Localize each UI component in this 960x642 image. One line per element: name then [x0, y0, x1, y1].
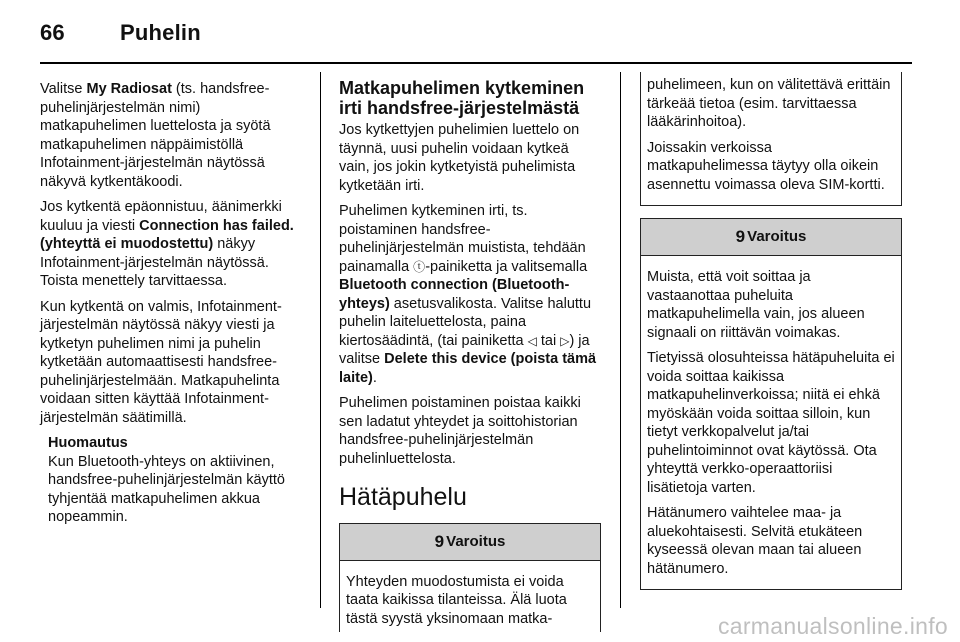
note-text: Kun Bluetooth-yhteys on aktiivinen, handsfree-puhelinjärjestelmän käyttö tyhjentää matkapuhelimen akkua nopeammin. [48, 453, 285, 525]
ui-term-connection-failed: Connection has failed. (yhteyttä ei muodostettu) [40, 217, 294, 252]
column-divider-2 [620, 72, 621, 608]
note-box [48, 434, 302, 527]
text: . [372, 369, 377, 386]
text: Puhelimen kytkeminen irti, ts. poistaminen handsfree-puhelinjärjestelmän muistista, tehdään painamalla [339, 203, 586, 275]
warning-paragraph: Muista, että voit soittaa ja vastaanottaa puheluita matkapuhelimella vain, jos alueen signaali on riittävän voimakas. [647, 269, 865, 341]
paragraph-success: Kun kytkentä on valmis, Infotainment-järjestelmän näytössä näkyy viesti ja kytketyn puhelimen nimi ja puhelin kytketään automaattisesti handsfree-puhelinjärjestelmään. Matkapuhelinta voidaan sitten käyttää Infotainment-järjestelmän säätimillä. [40, 298, 282, 426]
paragraph-disconnect-steps [339, 202, 601, 387]
warning-paragraph: Tietyissä olosuhteissa hätäpuheluita ei voida soittaa kaikissa matkapuhelinverkoissa; niitä ei ehkä myöskään voida soittaa silloin, kun tietyt verkkopalvelut ja/tai puhelintoiminnot ovat käytössä. Ota yhteyttä verkko-operaattoriisi lisätietoja varten. [647, 350, 895, 496]
paragraph-list-full: Jos kytkettyjen puhelimien luettelo on täynnä, uusi puhelin voidaan kytkeä vain, jos jokin kytketyistä puhelimista kytketään irti. [339, 122, 580, 194]
arrow-left-icon: ◁ [527, 333, 537, 348]
paragraph-pairing [40, 80, 302, 191]
text: (ts. handsfree-puhelinjärjestelmän nimi) matkapuhelimen luettelosta ja syötä matkapuhelimen näppäimistöllä Infotainment-järjestelmän näytössä näkyvä kytkentäkoodi. [40, 81, 271, 190]
section-heading-disconnect: Matkapuhelimen kytkeminen irti handsfree-järjestelmästä [339, 78, 585, 118]
page-title: Puhelin [120, 20, 201, 45]
warning-header [641, 219, 901, 256]
warning-paragraph: Joissakin verkoissa matkapuhelimessa täytyy olla oikein asennettu voimassa oleva SIM-kortti. [647, 139, 885, 193]
paragraph-failure [40, 198, 302, 291]
warning-triangle-icon: 9 [735, 227, 746, 246]
warning-body: Yhteyden muodostumista ei voida taata kaikissa tilanteissa. Älä luota tästä syystä yksinomaan matka- [346, 573, 567, 627]
ui-term-my-radiosat: My Radiosat [86, 81, 172, 97]
warning-title: Varoitus [747, 228, 807, 245]
text: näkyy Infotainment-järjestelmän näytössä. Toista menettely tarvittaessa. [40, 236, 269, 289]
text: Jos kytkentä epäonnistuu, äänimerkki kuuluu ja viesti [40, 199, 282, 234]
warning-paragraph: Hätänumero vaihtelee maa- ja aluekohtaisesti. Selvitä etukäteen kyseessä olevan maan tai alueen hätänumero. [647, 505, 863, 577]
warning-box-1 [339, 523, 601, 633]
warning-box-2 [640, 218, 902, 590]
ui-term-delete-device: Delete this device (poista tämä laite) [339, 351, 597, 386]
text: Valitse [40, 81, 87, 97]
page-header [40, 20, 201, 46]
header-rule [40, 62, 912, 64]
warning-triangle-icon: 9 [434, 531, 445, 551]
warning-paragraph: puhelimeen, kun on välitettävä erittäin tärkeää tietoa (esim. tarvittaessa lääkärinhoitoa). [647, 77, 891, 130]
arrow-right-icon: ▷ [560, 333, 570, 348]
column-3 [640, 77, 902, 590]
note-title: Huomautus [48, 435, 128, 451]
ui-term-bluetooth-connection: Bluetooth connection (Bluetooth-yhteys) [339, 277, 570, 312]
warning-body-continued [641, 72, 901, 205]
text: ) ja valitse [339, 332, 590, 367]
text: tai [536, 332, 561, 349]
column-2 [339, 80, 601, 632]
section-title-emergency-call: Hätäpuhelu [339, 483, 467, 511]
column-divider-1 [320, 72, 321, 608]
warning-box-1-continued [640, 72, 902, 206]
warning-title: Varoitus [446, 532, 506, 550]
column-1 [40, 80, 302, 527]
page-number: 66 [40, 20, 65, 45]
text: asetusvalikosta. Valitse haluttu puhelin laiteluettelosta, paina kiertosäädintä, (tai painiketta [339, 295, 592, 349]
watermark: carmanualsonline.info [717, 613, 948, 639]
warning-header [340, 524, 600, 561]
warning-body [641, 256, 901, 589]
text: -painiketta ja valitsemalla [425, 258, 588, 275]
paragraph-delete-effect: Puhelimen poistaminen poistaa kaikki sen ladatut yhteydet ja soittohistorian handsfree-puhelinjärjestelmän puhelinluettelosta. [339, 395, 581, 467]
phone-settings-icon: ⓣ [413, 259, 426, 274]
